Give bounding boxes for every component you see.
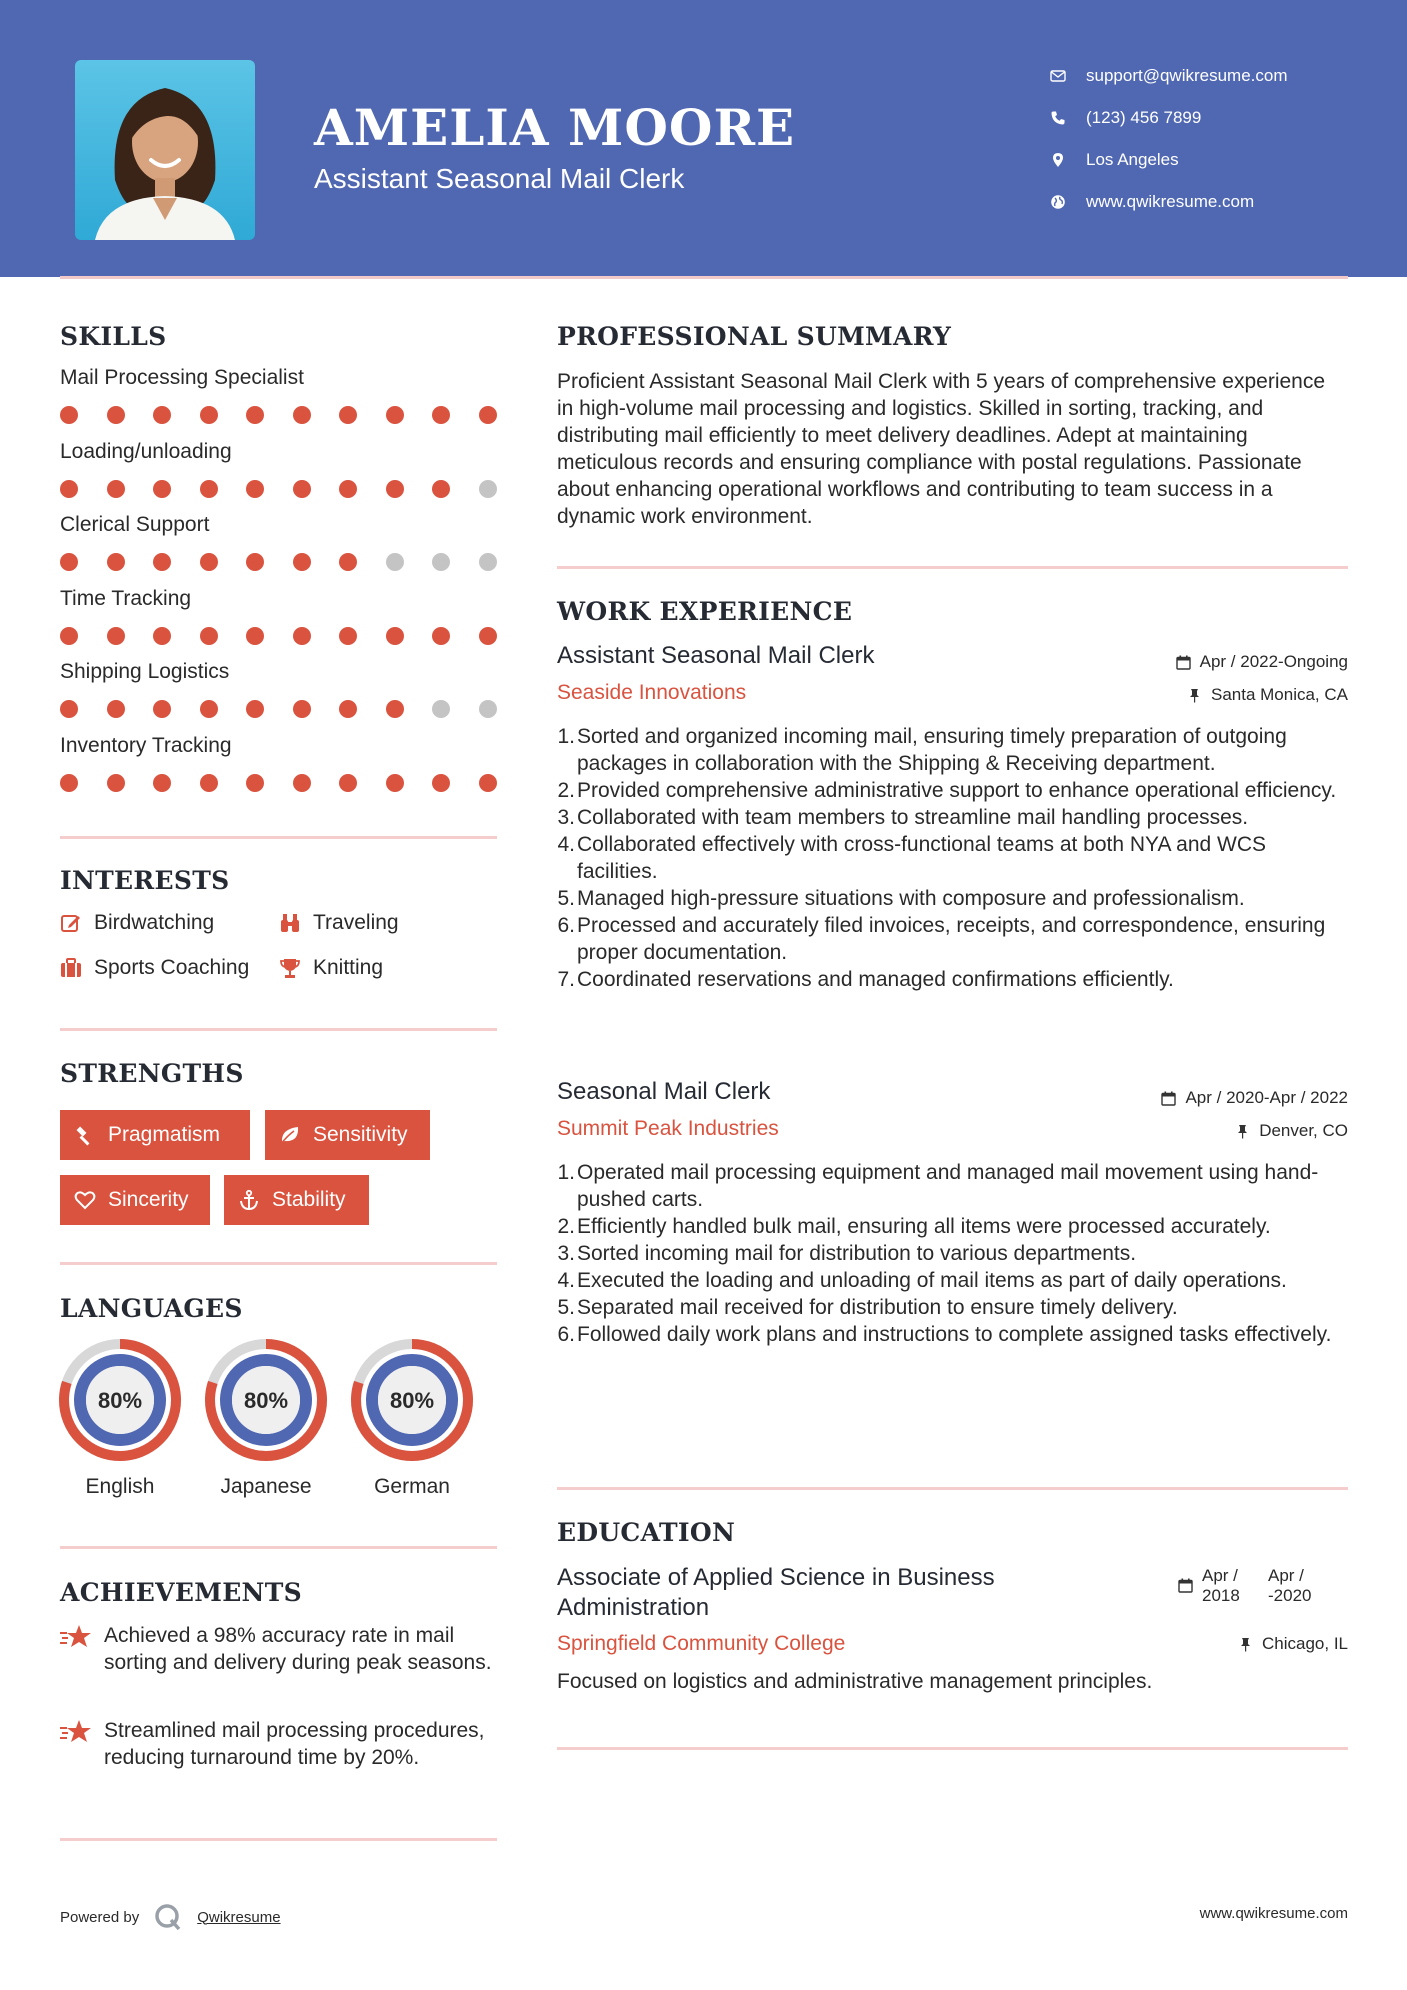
- job-bullet-item: [557, 1321, 1347, 1348]
- languages-heading: LANGUAGES: [60, 1294, 243, 1323]
- skill-dot-filled: [293, 700, 311, 718]
- gavel-icon: [74, 1124, 96, 1146]
- skill-dot-filled: [293, 627, 311, 645]
- skill-dot-filled: [107, 553, 125, 571]
- skill-dot-empty: [386, 553, 404, 571]
- education-text: Focused on logistics and administrative management principles.: [557, 1670, 1153, 1693]
- education-location: [1238, 1634, 1348, 1654]
- interest-label: Traveling: [313, 911, 399, 934]
- job-location-text: Denver, CO: [1259, 1121, 1348, 1140]
- job-title: Assistant Seasonal Mail Clerk: [557, 642, 875, 669]
- section-divider: [557, 1487, 1348, 1490]
- skill-dot-filled: [246, 700, 264, 718]
- anchor-icon: [238, 1189, 260, 1211]
- bullet-text: Followed daily work plans and instructions to complete assigned tasks effectively.: [577, 1323, 1332, 1346]
- star-award-icon: [60, 1624, 92, 1650]
- interest-item: [60, 911, 214, 935]
- skills-heading: SKILLS: [60, 322, 167, 351]
- skill-dot-filled: [479, 627, 497, 645]
- section-divider: [60, 1028, 497, 1031]
- achievement-text: Streamlined mail processing procedures, reducing turnaround time by 20%.: [104, 1719, 485, 1769]
- bullet-text: Operated mail processing equipment and managed mail movement using hand-pushed carts.: [577, 1161, 1319, 1211]
- powered-by-label: Powered by: [60, 1908, 140, 1926]
- profile-photo: [75, 60, 255, 240]
- job-bullet-item: [557, 1240, 1347, 1267]
- bullet-number: 4.: [557, 833, 575, 856]
- achievement-text: Achieved a 98% accuracy rate in mail sorting and delivery during peak seasons.: [104, 1624, 492, 1674]
- skill-dot-filled: [479, 774, 497, 792]
- bullet-number: 4.: [557, 1269, 575, 1292]
- skill-dot-filled: [432, 627, 450, 645]
- education-date-end-b: -2020: [1268, 1586, 1312, 1605]
- skill-dot-empty: [432, 553, 450, 571]
- strength-badge: [224, 1175, 369, 1225]
- achievements-heading: ACHIEVEMENTS: [60, 1578, 302, 1607]
- heart-icon: [74, 1189, 96, 1211]
- skill-dot-filled: [432, 406, 450, 424]
- language-label: Japanese: [220, 1475, 312, 1498]
- skill-dot-filled: [153, 627, 171, 645]
- language-ring: [350, 1338, 474, 1467]
- skill-dot-filled: [200, 774, 218, 792]
- bullet-text: Collaborated effectively with cross-functional teams at both NYA and WCS facilities.: [577, 833, 1267, 883]
- skill-dot-filled: [107, 700, 125, 718]
- interest-item: [279, 911, 399, 935]
- job-location: [1187, 685, 1348, 705]
- bullet-text: Processed and accurately filed invoices, receipts, and correspondence, ensuring proper documentation.: [577, 914, 1326, 964]
- skill-dot-filled: [386, 627, 404, 645]
- education-date-end: [1268, 1566, 1311, 1606]
- strength-label: Sensitivity: [313, 1123, 408, 1146]
- job-bullet-item: [557, 1213, 1347, 1240]
- skill-dot-empty: [479, 480, 497, 498]
- skill-dot-filled: [386, 406, 404, 424]
- job-bullet-item: [557, 1267, 1347, 1294]
- skill-dot-empty: [479, 700, 497, 718]
- skill-dot-filled: [432, 774, 450, 792]
- interest-label: Sports Coaching: [94, 956, 250, 979]
- contact-phone-text: (123) 456 7899: [1086, 108, 1202, 127]
- bullet-number: 1.: [557, 1161, 575, 1184]
- skill-dot-filled: [339, 700, 357, 718]
- job-bullet-item: [557, 831, 1347, 885]
- achievement-item: [60, 1622, 500, 1676]
- pushpin-icon: [1238, 1637, 1253, 1652]
- skill-label: Inventory Tracking: [60, 733, 232, 757]
- skill-dot-filled: [200, 553, 218, 571]
- education-heading: EDUCATION: [557, 1518, 736, 1547]
- skill-dot-filled: [153, 406, 171, 424]
- education-location-text: Chicago, IL: [1262, 1634, 1348, 1653]
- skill-dot-filled: [107, 774, 125, 792]
- interests-heading: INTERESTS: [60, 866, 230, 895]
- skill-dot-filled: [153, 774, 171, 792]
- bullet-number: 7.: [557, 968, 575, 991]
- job-bullet-item: [557, 885, 1347, 912]
- skill-dot-filled: [107, 406, 125, 424]
- section-divider: [557, 566, 1348, 569]
- skill-dot-empty: [479, 553, 497, 571]
- footer-url[interactable]: www.qwikresume.com: [1199, 1905, 1348, 1922]
- qwikresume-logo-icon: [153, 1902, 183, 1932]
- bullet-text: Separated mail received for distribution to ensure timely delivery.: [577, 1296, 1178, 1319]
- job-company: Summit Peak Industries: [557, 1117, 779, 1140]
- skill-dot-filled: [339, 553, 357, 571]
- skill-dot-filled: [246, 553, 264, 571]
- job-location-text: Santa Monica, CA: [1210, 685, 1348, 704]
- calendar-icon: [1178, 1578, 1193, 1593]
- calendar-icon: [1161, 1091, 1176, 1106]
- pushpin-icon: [1235, 1124, 1250, 1139]
- strength-badge: [60, 1110, 250, 1160]
- job-company: Seaside Innovations: [557, 681, 747, 704]
- binoculars-icon: [279, 912, 301, 934]
- interest-label: Knitting: [313, 956, 384, 979]
- phone-icon: [1050, 110, 1086, 126]
- bullet-number: 6.: [557, 1323, 575, 1346]
- contact-phone[interactable]: [1050, 97, 1288, 139]
- skill-rating: [60, 480, 500, 500]
- leaf-icon: [279, 1124, 301, 1146]
- job-date-text: Apr / 2022-Ongoing: [1199, 652, 1348, 671]
- skill-dot-filled: [153, 480, 171, 498]
- bullet-number: 2.: [557, 1215, 575, 1238]
- language-ring: [204, 1338, 328, 1467]
- skill-dot-filled: [200, 700, 218, 718]
- contact-location-text: Los Angeles: [1086, 150, 1179, 169]
- bullet-number: 3.: [557, 1242, 575, 1265]
- skill-dot-filled: [246, 406, 264, 424]
- skill-dot-filled: [339, 627, 357, 645]
- skill-rating: [60, 700, 500, 720]
- job-title: Seasonal Mail Clerk: [557, 1078, 771, 1105]
- skill-dot-filled: [293, 553, 311, 571]
- job-bullet-item: [557, 1294, 1347, 1321]
- skill-dot-filled: [200, 480, 218, 498]
- bullet-number: 2.: [557, 779, 575, 802]
- job-bullets: [557, 723, 1347, 993]
- bullet-number: 3.: [557, 806, 575, 829]
- education-date-start-a: Apr /: [1202, 1566, 1238, 1585]
- education-degree: [557, 1563, 995, 1623]
- education-school: Springfield Community College: [557, 1632, 846, 1655]
- job-bullet-item: [557, 912, 1347, 966]
- candidate-name: AMELIA MOORE: [314, 98, 796, 157]
- education-degree-line1: Associate of Applied Science in Business: [557, 1564, 995, 1591]
- interest-label: Birdwatching: [94, 911, 215, 934]
- skill-dot-filled: [339, 774, 357, 792]
- skill-dot-filled: [60, 700, 78, 718]
- language-percent: 80%: [389, 1388, 435, 1413]
- contact-website-text: www.qwikresume.com: [1086, 192, 1255, 211]
- bullet-text: Sorted incoming mail for distribution to various departments.: [577, 1242, 1137, 1265]
- interest-item: [279, 956, 383, 980]
- bullet-text: Coordinated reservations and managed confirmations efficiently.: [577, 968, 1174, 991]
- job-date: [1161, 1088, 1348, 1108]
- trophy-icon: [279, 957, 301, 979]
- contact-location: [1050, 139, 1288, 181]
- job-bullet-item: [557, 777, 1347, 804]
- location-pin-icon: [1050, 152, 1086, 168]
- skill-rating: [60, 553, 500, 573]
- job-bullet-item: [557, 804, 1347, 831]
- bullet-text: Executed the loading and unloading of mail items as part of daily operations.: [577, 1269, 1287, 1292]
- skill-dot-filled: [386, 480, 404, 498]
- summary-heading: PROFESSIONAL SUMMARY: [557, 322, 952, 351]
- language-label: German: [374, 1475, 450, 1498]
- interest-item: [60, 956, 249, 980]
- job-bullet-item: [557, 966, 1347, 993]
- skill-dot-filled: [339, 480, 357, 498]
- bullet-number: 6.: [557, 914, 575, 937]
- strength-label: Sincerity: [108, 1188, 189, 1211]
- bullet-text: Managed high-pressure situations with composure and professionalism.: [577, 887, 1245, 910]
- skill-dot-empty: [432, 700, 450, 718]
- experience-heading: WORK EXPERIENCE: [557, 597, 853, 626]
- language-percent: 80%: [243, 1388, 289, 1413]
- language-percent: 80%: [97, 1388, 143, 1413]
- skill-dot-filled: [432, 480, 450, 498]
- bullet-text: Efficiently handled bulk mail, ensuring all items were processed accurately.: [577, 1215, 1271, 1238]
- skill-dot-filled: [246, 774, 264, 792]
- bullet-number: 5.: [557, 887, 575, 910]
- skill-dot-filled: [293, 774, 311, 792]
- star-award-icon: [60, 1719, 92, 1745]
- skill-dot-filled: [60, 480, 78, 498]
- skill-dot-filled: [293, 480, 311, 498]
- contact-email[interactable]: [1050, 55, 1288, 97]
- section-divider: [60, 836, 497, 839]
- skill-dot-filled: [107, 627, 125, 645]
- skill-dot-filled: [293, 406, 311, 424]
- education-date: [1178, 1566, 1311, 1606]
- job-bullets: [557, 1159, 1347, 1348]
- section-divider: [60, 1262, 497, 1265]
- job-bullet-item: [557, 1159, 1347, 1213]
- skill-label: Loading/unloading: [60, 439, 232, 463]
- pushpin-icon: [1187, 688, 1202, 703]
- skill-dot-filled: [153, 553, 171, 571]
- education-degree-line2: Administration: [557, 1594, 710, 1621]
- skill-dot-filled: [200, 406, 218, 424]
- bullet-text: Provided comprehensive administrative support to enhance operational efficiency.: [577, 779, 1337, 802]
- language-label: English: [85, 1475, 155, 1498]
- summary-text: Proficient Assistant Seasonal Mail Clerk with 5 years of comprehensive experience in high-volume mail processing and logistics. Skilled in sorting, tracking, and distributing mail efficiently to meet delivery deadlines. Adept at maintaining meticulous records and ensuring compliance with postal regulations. Passionate about enhancing operational workflows and contributing to team success in a dynamic work environment.: [557, 370, 1326, 528]
- contact-website[interactable]: [1050, 181, 1288, 223]
- skill-dot-filled: [246, 627, 264, 645]
- strength-badge: [60, 1175, 210, 1225]
- skill-label: Time Tracking: [60, 586, 192, 610]
- education-date-start: [1202, 1566, 1268, 1606]
- achievement-item: [60, 1717, 500, 1771]
- briefcase-icon: [60, 957, 82, 979]
- skill-dot-filled: [246, 480, 264, 498]
- job-location: [1235, 1121, 1348, 1141]
- section-divider: [557, 1747, 1348, 1750]
- skill-dot-filled: [153, 700, 171, 718]
- strength-label: Pragmatism: [108, 1123, 221, 1146]
- skill-dot-filled: [107, 480, 125, 498]
- skill-dot-filled: [60, 406, 78, 424]
- skill-dot-filled: [386, 700, 404, 718]
- bullet-text: Sorted and organized incoming mail, ensuring timely preparation of outgoing packages in collaboration with the Shipping & Receiving department.: [577, 725, 1287, 775]
- qwikresume-link[interactable]: Qwikresume: [197, 1908, 281, 1926]
- job-bullet-item: [557, 723, 1347, 777]
- contact-email-text: support@qwikresume.com: [1086, 66, 1288, 85]
- skill-dot-filled: [386, 774, 404, 792]
- skill-dot-filled: [60, 553, 78, 571]
- education-date-end-a: Apr /: [1268, 1566, 1304, 1585]
- skill-rating: [60, 627, 500, 647]
- strengths-heading: STRENGTHS: [60, 1059, 244, 1088]
- skill-dot-filled: [60, 627, 78, 645]
- job-date-text: Apr / 2020-Apr / 2022: [1185, 1088, 1348, 1107]
- calendar-icon: [1176, 655, 1191, 670]
- section-divider: [60, 1838, 497, 1841]
- bullet-number: 1.: [557, 725, 575, 748]
- skill-label: Mail Processing Specialist: [60, 366, 304, 389]
- education-date-start-b: 2018: [1202, 1586, 1240, 1605]
- footer-powered-by: [60, 1902, 281, 1932]
- envelope-icon: [1050, 68, 1086, 84]
- strength-label: Stability: [272, 1188, 346, 1211]
- job-date: [1176, 652, 1348, 672]
- header-divider: [60, 276, 1348, 279]
- globe-icon: [1050, 194, 1086, 210]
- skill-label: Clerical Support: [60, 513, 210, 536]
- skill-dot-filled: [200, 627, 218, 645]
- candidate-title: Assistant Seasonal Mail Clerk: [314, 163, 685, 194]
- skill-dot-filled: [479, 406, 497, 424]
- pencil-square-icon: [60, 912, 82, 934]
- contact-list: [1050, 55, 1288, 223]
- skill-rating: [60, 406, 500, 426]
- strength-badge: [265, 1110, 430, 1160]
- skill-label: Shipping Logistics: [60, 660, 230, 683]
- bullet-text: Collaborated with team members to streamline mail handling processes.: [577, 806, 1249, 829]
- language-ring: [58, 1338, 182, 1467]
- skill-rating: [60, 774, 500, 794]
- skill-dot-filled: [60, 774, 78, 792]
- section-divider: [60, 1546, 497, 1549]
- skill-dot-filled: [339, 406, 357, 424]
- bullet-number: 5.: [557, 1296, 575, 1319]
